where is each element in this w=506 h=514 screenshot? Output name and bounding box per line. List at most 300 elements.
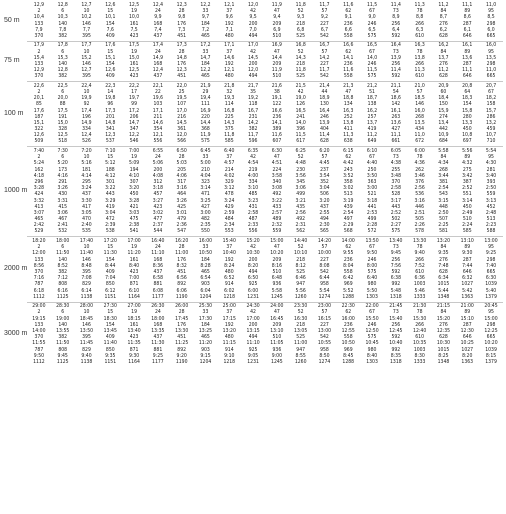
time-cell: 8:25 (438, 352, 449, 359)
time-cell: 3:18 (366, 197, 378, 204)
time-cell: 13:15 (246, 327, 260, 334)
time-cell: 16,3 (343, 107, 354, 114)
time-cell: 10:20 (484, 340, 498, 347)
time-cell: 8:45 (343, 352, 354, 359)
points-cell: 1112 (33, 293, 45, 300)
points-cell: 1003 (413, 281, 426, 288)
points-cell: 1164 (128, 293, 140, 300)
time-cell: 11:00 (175, 250, 189, 257)
time-cell: 6,5 (368, 26, 376, 33)
time-cell: 8:28 (200, 262, 211, 269)
time-cell: 6,6 (344, 26, 352, 33)
time-cell: 6:45 (200, 148, 211, 154)
time-cell: 15,9 (438, 107, 449, 114)
time-cell: 11:30 (151, 340, 165, 347)
time-cell: 14,6 (224, 54, 235, 61)
points-cell: 140 (58, 20, 68, 27)
time-cell: 21,4 (319, 82, 330, 89)
points-cell: 1260 (294, 358, 307, 365)
points-cell: 192 (224, 321, 234, 328)
points-cell: 628 (439, 32, 448, 39)
time-cell: 3:18 (152, 185, 164, 192)
points-cell: 381 (439, 178, 448, 185)
time-cell: 9:25 (152, 352, 164, 359)
points-cell: 592 (391, 268, 401, 275)
time-cell: 16:00 (198, 238, 213, 244)
points-cell: 47 (345, 88, 352, 95)
points-cell: 363 (367, 178, 377, 185)
points-cell: 419 (105, 203, 115, 210)
time-cell: 13,4 (438, 119, 449, 126)
time-cell: 18,4 (438, 95, 449, 102)
time-cell: 17,2 (200, 42, 211, 49)
points-cell: 1204 (199, 293, 212, 300)
points-cell: 1039 (485, 346, 497, 353)
time-cell: 12,5 (128, 67, 140, 74)
points-cell: 435 (296, 203, 306, 210)
points-cell: 216 (177, 113, 187, 120)
points-cell: 200 (248, 256, 258, 263)
time-cell: 8:56 (33, 262, 45, 269)
time-cell: 12:00 (32, 250, 46, 257)
points-cell: 10 (83, 88, 90, 95)
points-cell: 1151 (104, 358, 117, 365)
score-grid (27, 83, 503, 145)
points-cell: 78 (416, 244, 423, 251)
points-cell: 980 (367, 281, 377, 288)
points-cell: 518 (58, 138, 68, 145)
time-cell: 5:03 (176, 160, 187, 167)
time-cell: 14,2 (247, 119, 259, 126)
time-cell: 5:12 (105, 160, 116, 167)
points-cell: 291 (58, 178, 68, 185)
points-cell: 510 (272, 334, 282, 341)
points-cell: 28 (178, 48, 185, 55)
time-cell: 19,6 (152, 95, 163, 102)
time-cell: 20,7 (485, 82, 497, 89)
points-cell: 1274 (318, 293, 331, 300)
time-cell: 10:30 (246, 250, 260, 257)
points-cell: 1177 (152, 358, 164, 365)
points-cell: 451 (177, 32, 187, 39)
time-cell: 14:00 (341, 238, 355, 244)
points-cell: 465 (201, 32, 210, 39)
time-cell: 15,0 (57, 119, 68, 126)
points-cell: 646 (462, 268, 472, 275)
points-cell: 1303 (366, 358, 378, 365)
time-cell: 21,9 (200, 82, 211, 89)
points-cell: 246 (367, 321, 377, 328)
points-cell: 592 (391, 73, 401, 80)
time-cell: 9,3 (297, 14, 305, 21)
time-cell: 8:40 (366, 352, 378, 359)
points-cell: 925 (248, 281, 258, 288)
time-cell: 2:50 (438, 209, 449, 216)
points-cell: 192 (224, 256, 234, 263)
points-cell: 382 (248, 126, 258, 133)
points-cell: 829 (82, 346, 91, 353)
time-cell: 11:00 (294, 340, 308, 347)
time-cell: 20,8 (462, 82, 473, 89)
points-cell: 340 (272, 178, 282, 185)
points-cell: 161 (129, 321, 139, 328)
points-cell: 57 (321, 8, 328, 15)
time-cell: 12:30 (460, 327, 474, 334)
time-cell: 11,7 (319, 67, 330, 74)
time-cell: 17,0 (247, 42, 259, 49)
time-cell: 12,2 (128, 132, 140, 139)
time-cell: 8:04 (343, 262, 354, 269)
points-cell: 425 (177, 203, 187, 210)
time-cell: 2:54 (343, 209, 354, 216)
points-cell: 154 (105, 256, 115, 263)
time-cell: 4:57 (224, 160, 235, 167)
points-cell: 525 (296, 334, 306, 341)
points-cell: 936 (272, 346, 282, 353)
time-cell: 9,6 (225, 14, 233, 21)
points-cell: 62 (345, 244, 352, 251)
time-cell: 10:00 (317, 250, 332, 257)
points-cell: 28 (178, 154, 185, 161)
time-cell: 6:14 (81, 287, 92, 294)
points-cell: 526 (82, 138, 91, 145)
points-cell: 37 (226, 244, 233, 251)
points-cell: 536 (415, 191, 425, 198)
points-cell: 10 (83, 154, 90, 161)
time-cell: 17,1 (224, 42, 235, 49)
points-cell: 227 (320, 256, 329, 263)
points-cell: 33 (202, 244, 209, 251)
points-cell: 52 (297, 154, 304, 161)
points-cell: 184 (201, 321, 210, 328)
points-cell: 513 (343, 191, 353, 198)
time-cell: 11,5 (295, 132, 306, 139)
points-cell: 578 (415, 228, 425, 235)
points-cell: 881 (153, 281, 163, 288)
points-cell: 42 (250, 154, 256, 161)
points-cell: 256 (391, 20, 401, 27)
time-cell: 10,2 (81, 14, 92, 21)
time-cell: 12,3 (105, 132, 116, 139)
points-cell: 556 (153, 138, 163, 145)
points-cell: 140 (58, 321, 68, 328)
points-cell: 370 (34, 334, 44, 341)
time-cell: 3:16 (414, 197, 425, 204)
time-cell: 2:33 (247, 222, 259, 229)
time-cell: 12,2 (200, 67, 211, 74)
time-cell: 5:50 (366, 287, 378, 294)
points-cell: 558 (343, 268, 353, 275)
points-cell: 1318 (390, 293, 402, 300)
time-cell: 3:28 (128, 197, 140, 204)
time-cell: 3:44 (438, 172, 449, 179)
time-cell: 9:55 (343, 250, 354, 257)
time-cell: 2:52 (390, 209, 401, 216)
points-cell: 236 (343, 256, 353, 263)
points-cell: 329 (224, 178, 234, 185)
time-cell: 3:40 (485, 172, 497, 179)
time-cell: 6,8 (297, 26, 305, 33)
time-cell: 16,1 (462, 42, 473, 49)
points-cell: 479 (177, 216, 187, 223)
points-cell: 510 (272, 73, 282, 80)
points-cell: 323 (201, 178, 210, 185)
time-cell: 8:44 (105, 262, 116, 269)
time-cell: 12,4 (152, 2, 163, 8)
points-cell: 575 (367, 268, 377, 275)
points-cell: 6 (61, 154, 65, 161)
time-cell: 5:58 (271, 287, 283, 294)
time-cell: 8:20 (247, 262, 259, 269)
points-cell: 510 (272, 32, 282, 39)
time-cell: 3:22 (271, 197, 283, 204)
points-cell: 376 (415, 178, 425, 185)
points-cell: 382 (58, 32, 68, 39)
time-cell: 11:10 (246, 340, 260, 347)
points-cell: 57 (321, 309, 328, 316)
time-cell: 4:51 (271, 160, 283, 167)
points-cell: 227 (320, 60, 329, 67)
points-cell: 1245 (271, 293, 283, 300)
points-cell: 1288 (342, 293, 355, 300)
time-cell: 15,0 (128, 54, 140, 61)
time-cell: 11,8 (224, 132, 235, 139)
points-cell: 44 (321, 88, 328, 95)
points-cell: 457 (153, 191, 163, 198)
time-cell: 14,3 (224, 119, 235, 126)
time-cell: 4:00 (247, 172, 259, 179)
points-cell: 494 (248, 73, 258, 80)
points-cell: 6 (61, 244, 65, 251)
points-cell: 334 (82, 126, 91, 133)
time-cell: 6:04 (200, 287, 211, 294)
time-cell: 4:04 (200, 172, 211, 179)
points-cell: 214 (224, 166, 234, 173)
time-cell: 6,1 (463, 26, 471, 33)
points-cell: 537 (105, 138, 115, 145)
points-cell: 176 (177, 256, 187, 263)
time-cell: 12,5 (57, 132, 68, 139)
points-cell: 538 (105, 228, 115, 235)
points-cell: 471 (201, 191, 210, 198)
points-cell: 430 (58, 191, 68, 198)
points-cell: 266 (415, 321, 425, 328)
points-cell: 218 (296, 60, 306, 67)
points-cell: 73 (392, 244, 399, 251)
time-cell: 11,0 (485, 2, 497, 8)
points-cell: 370 (391, 178, 401, 185)
points-cell: 209 (272, 256, 282, 263)
points-cell: 10 (83, 8, 90, 15)
time-cell: 15,7 (485, 107, 497, 114)
points-cell: 47 (273, 154, 280, 161)
points-cell: 544 (153, 228, 163, 235)
points-cell: 89 (464, 244, 471, 251)
time-cell: 2:54 (438, 185, 449, 192)
time-cell: 17,9 (33, 42, 44, 49)
points-cell: 409 (105, 334, 115, 341)
points-cell: 187 (34, 113, 44, 120)
points-cell: 581 (439, 228, 448, 235)
points-cell: 47 (273, 48, 280, 55)
time-cell: 9:15 (200, 352, 211, 359)
time-cell: 13:00 (317, 327, 332, 334)
points-cell: 1125 (56, 293, 69, 300)
points-cell: 6 (61, 48, 65, 55)
points-cell: 396 (296, 126, 306, 133)
time-cell: 4:02 (224, 172, 235, 179)
points-cell: 2 (37, 244, 41, 251)
time-cell: 17,4 (152, 42, 163, 49)
points-cell: 6 (61, 88, 65, 95)
points-cell: 1003 (413, 346, 426, 353)
time-cell: 16,1 (390, 107, 401, 114)
time-cell: 4:18 (33, 172, 45, 179)
time-cell: 12,8 (57, 67, 68, 74)
time-cell: 19,7 (128, 95, 140, 102)
points-cell: 146 (82, 60, 91, 67)
time-cell: 12:55 (341, 327, 355, 334)
time-cell: 24:30 (246, 303, 260, 310)
time-cell: 6,4 (392, 26, 400, 33)
time-cell: 8:50 (319, 352, 330, 359)
time-cell: 26:30 (151, 303, 165, 310)
time-cell: 13:35 (151, 327, 165, 334)
time-cell: 17:45 (175, 315, 189, 322)
time-cell: 15:20 (436, 315, 451, 322)
points-cell: 263 (391, 113, 401, 120)
time-cell: 9,5 (249, 14, 257, 21)
time-cell: 19,8 (105, 95, 116, 102)
distance-label: 1000 m (4, 187, 28, 195)
points-cell: 19 (131, 48, 137, 55)
points-cell: 84 (440, 8, 447, 15)
time-cell: 2:58 (390, 185, 401, 192)
distance-label: 2000 m (4, 265, 28, 272)
time-cell: 14,1 (343, 54, 354, 61)
points-cell: 607 (272, 138, 282, 145)
points-cell: 28 (178, 244, 185, 251)
time-cell: 13:50 (365, 238, 379, 244)
time-cell: 8:55 (295, 352, 306, 359)
time-cell: 8:52 (57, 262, 68, 269)
points-cell: 246 (367, 60, 377, 67)
points-cell: 559 (486, 191, 496, 198)
time-cell: 3:32 (33, 197, 45, 204)
points-cell: 565 (320, 228, 329, 235)
points-cell: 532 (58, 228, 68, 235)
time-cell: 17,5 (57, 107, 68, 114)
time-cell: 16,7 (247, 107, 259, 114)
time-cell: 5:09 (128, 160, 140, 167)
points-cell: 191 (58, 113, 68, 120)
time-cell: 11,8 (295, 67, 306, 74)
time-cell: 4:40 (366, 160, 378, 167)
points-cell: 209 (272, 20, 282, 27)
time-cell: 18,9 (319, 95, 330, 102)
time-cell: 3:00 (200, 209, 211, 216)
points-cell: 15 (107, 309, 114, 316)
score-grid (27, 148, 503, 235)
time-cell: 13:55 (56, 327, 70, 334)
points-cell: 575 (201, 138, 210, 145)
points-cell: 958 (320, 281, 329, 288)
time-cell: 17,3 (105, 107, 116, 114)
time-cell: 11,4 (319, 132, 330, 139)
points-cell: 341 (105, 126, 115, 133)
time-cell: 25:00 (222, 303, 236, 310)
points-cell: 95 (488, 154, 494, 161)
time-cell: 11:55 (32, 340, 46, 347)
time-cell: 2:32 (271, 222, 283, 229)
points-cell: 451 (177, 334, 187, 341)
time-cell: 3:20 (319, 197, 330, 204)
time-cell: 6:35 (247, 148, 259, 154)
time-cell: 19,5 (176, 95, 187, 102)
points-cell: 892 (177, 281, 187, 288)
points-cell: 52 (297, 244, 304, 251)
points-cell: 181 (82, 166, 91, 173)
time-cell: 10:55 (317, 340, 332, 347)
time-cell: 7,7 (82, 26, 91, 33)
time-cell: 13,5 (485, 54, 497, 61)
points-cell: 227 (320, 321, 329, 328)
points-cell: 550 (201, 228, 210, 235)
points-cell: 42 (250, 244, 256, 251)
time-cell: 11:40 (79, 250, 94, 257)
points-cell: 850 (105, 346, 115, 353)
time-cell: 4:54 (247, 160, 259, 167)
time-cell: 7:40 (485, 262, 497, 269)
time-cell: 21,1 (390, 82, 401, 89)
time-cell: 14:40 (294, 238, 308, 244)
points-cell: 672 (415, 138, 425, 145)
time-cell: 7,3 (178, 26, 186, 33)
points-cell: 345 (296, 178, 306, 185)
points-cell: 558 (343, 32, 353, 39)
points-cell: 89 (464, 309, 471, 316)
time-cell: 12,4 (81, 132, 92, 139)
points-cell: 404 (320, 126, 329, 133)
time-cell: 16:15 (317, 315, 332, 322)
points-cell: 78 (416, 154, 423, 161)
points-cell: 1333 (413, 293, 426, 300)
points-cell: 42 (250, 48, 256, 55)
points-cell: 415 (58, 203, 68, 210)
points-cell: 542 (320, 32, 329, 39)
time-cell: 11:10 (151, 250, 165, 257)
points-cell: 88 (59, 101, 66, 108)
time-cell: 14,1 (271, 119, 282, 126)
time-cell: 22,4 (81, 82, 92, 89)
time-cell: 22,3 (105, 82, 116, 89)
points-cell: 1218 (223, 358, 236, 365)
points-cell: 218 (296, 256, 306, 263)
points-cell: 10 (83, 309, 90, 316)
time-cell: 21:00 (460, 303, 474, 310)
time-cell: 14,0 (295, 119, 306, 126)
points-cell: 665 (486, 32, 496, 39)
points-cell: 358 (343, 178, 353, 185)
points-cell: 382 (58, 73, 68, 80)
points-cell: 29 (202, 88, 209, 95)
time-cell: 5:58 (438, 148, 449, 154)
points-cell: 592 (391, 334, 401, 341)
time-cell: 19,3 (224, 95, 235, 102)
time-cell: 10:40 (389, 340, 403, 347)
points-cell: 33 (202, 8, 209, 15)
time-cell: 2:57 (271, 209, 283, 216)
